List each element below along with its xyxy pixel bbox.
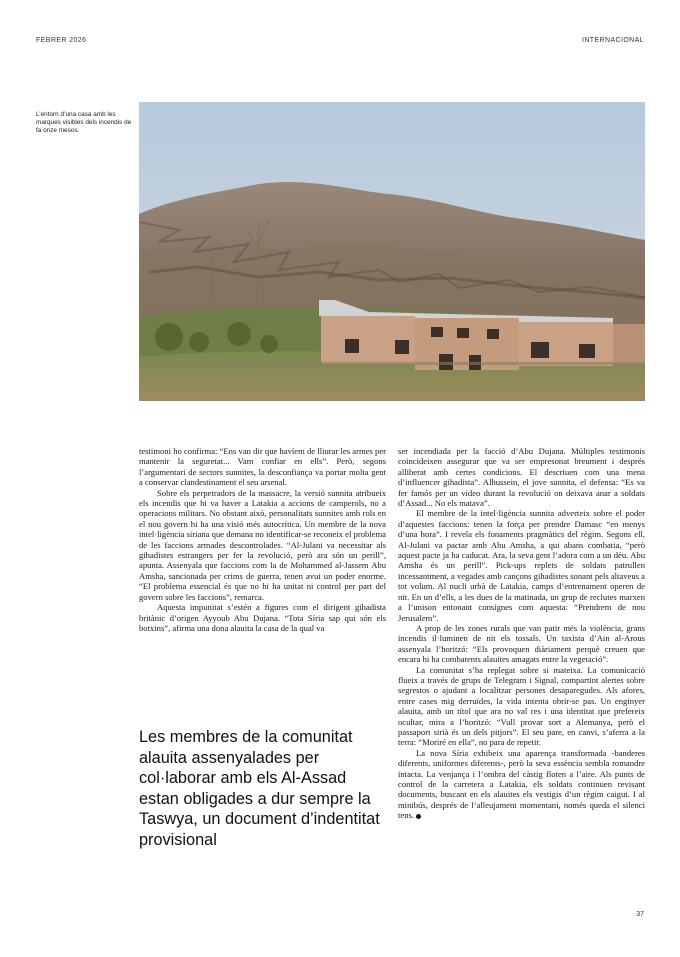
paragraph: A prop de les zones rurals que van patir més la violència, grans incendis il·luminen de nit els tossals. Un taxista d’Ain al-Arous assenyala l’horitzó: “Els provoquen diàriament perquè creuen que encara hi ha combatents alauites amagats entre la vegetació”. (398, 622, 645, 665)
paragraph: El membre de la intel·ligència sunnita adverteix sobre el poder d’aquestes faccions: tenen la força per prendre Damasc “en menys d’una hora”. I revela els fonaments pragmàtics del règim. Segons ell, Al-Julani va pactar amb Abu Amsha, a qui abans combatia, “però aquest pacte ja ha caducat. Ara, la seva gent l’adora com a un déu. Abu Amsha és un perill”. Pick-ups replets de soldats patrullen incessantment, a vegades amb cançons gihadistes sonant pels altaveus a tot volum. Al nucli urbà de Latakia, camps d’entrenament operen de nit. En un d’ells, a les dues de la matinada, un grup de reclutes marxen a l’unison entonant consignes com aquesta: “Prendrem de nou Jerusalem”. (398, 508, 645, 623)
paragraph: La comunitat s’ha replegat sobre si mateixa. La comunicació flueix a través de grups de Telegram i Signal, compartint alertes sobre segrestos o ajudant a localitzar persones desaparegudes. Als afores, entre cases mig derruïdes, la vida intenta obrir-se pas. Un enginyer alauita, amb un títol que ara no val res i una identitat que prefereix ocultar, mira a l’horitzó: “Vull provar sort a Alemanya, però el passaport sirià és un dels pitjors”. El seu pare, en canvi, s’aferra a la terra: “Moriré en ella”, no para de repetir. (398, 664, 645, 748)
article-photo (139, 102, 645, 401)
paragraph: Aquesta impunitat s’estén a figures com el dirigent gihadista britànic d’origen Ayyoub Abu Dujana. “Tota Síria sap qui són els botxins”, afirma una dona alauita la casa de la qual va (139, 602, 386, 633)
landscape-with-house-image (139, 102, 645, 401)
paragraph: ser incendiada per la facció d’Abu Dujana. Múltiples testimonis coincideixen assegurar que va ser empresonat breument i després alliberat amb certes condicions. El descriuen com una mena d’influencer gihadista”. Alhussein, el jove sunnita, el defensa: “Es va fer famós per un vídeo durant la revolució on deixava anar a soldats d’Assad... No els matava”. (398, 446, 645, 509)
paragraph: Sobre els perpetradors de la massacre, la versió sunnita atribueix els incendis que hi va haver a Latakia a accions de camperols, no a operacions militars. No obstant això, personalitats sunnites amb rols en el nou govern hi ha una visió més autocrítica. Un membre de la nova intel·ligència siriana que demana no identificar-se reconeix el problema de les faccions armades descontrolades. “Al-Julani va necessitar als gihadistes estrangers per fer la revolució, però ara són un perill”, apunta. Assenyala que faccions com la de Mohammed al-Jassem Abu Amsha, sancionada per crims de guerra, tenen avui un poder enorme. “El problema essencial és que no hi ha unitat ni control per part del govern sobre les faccions”, remarca. (139, 487, 386, 602)
pull-quote: Les membres de la comunitat alauita assenyalades per col·laborar amb els Al-Assad estan obligades a dur sempre la Taswya, un document d’indentitat provisional (139, 728, 380, 849)
article-column-1 (139, 446, 386, 633)
article-column-2 (398, 446, 645, 821)
photo-caption: L’entorn d’una casa amb les marques visibles dels incendis de fa onze mesos. (36, 111, 132, 134)
header-date: FEBRER 2026 (36, 37, 87, 44)
header-section: INTERNACIONAL (582, 37, 644, 44)
paragraph: La nova Síria exhibeix una aparença transformada -banderes diferents, uniformes diferents-, però la seva essència sembla romandre intacta. La venjança i l’ombra del càstig floten a l’aire. Als punts de control de la carretera a Latakia, els soldats continuen revisant documents, buscant en els alauites els vestigis d’un règim caigut. I al minibús, després de l’alleujament momentani, només queda el silenci tens. (398, 747, 645, 821)
page-number: 37 (636, 911, 644, 918)
paragraph: testimoni ho confirma: “Ens van dir que havíem de lliurar les armes per mantenir la seguretat... Vam confiar en ells”. Però, segons l’argumentari de sectors sunnites, la desconfiança va portar molta gent a conservar clandestinament el seu arsenal. (139, 446, 386, 488)
